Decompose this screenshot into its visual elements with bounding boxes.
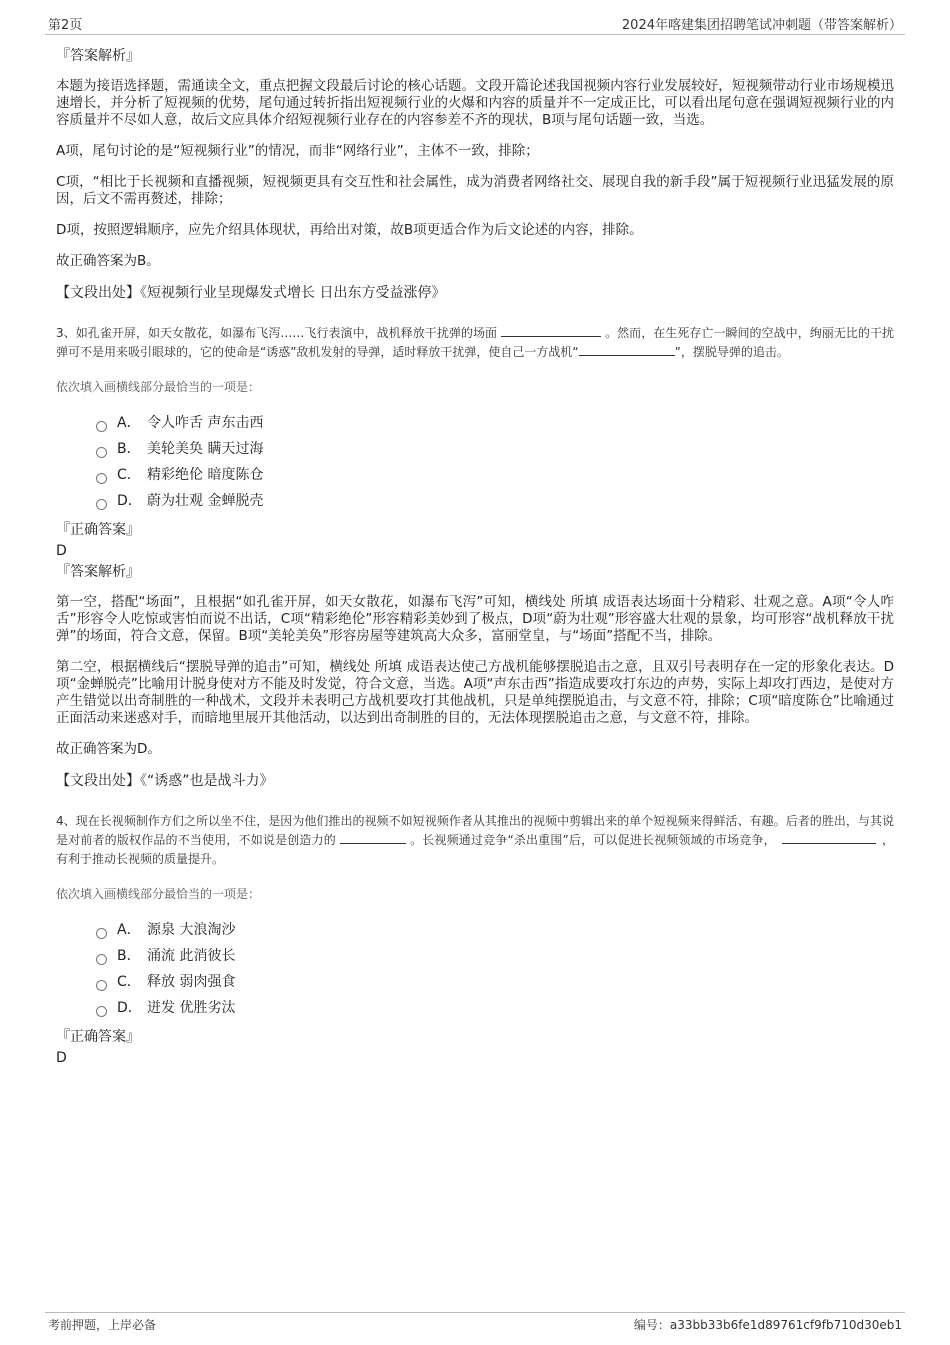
q3-option-a[interactable] [96, 410, 894, 436]
option-text: 令人咋舌 声东击西 [147, 415, 264, 431]
q3-source [56, 772, 894, 790]
document-title: 2024年喀建集团招聘笔试冲刺题（带答案解析） [621, 18, 902, 33]
option-letter: D． [117, 493, 142, 509]
radio-icon[interactable] [96, 980, 107, 991]
option-text: 蔚为壮观 金蝉脱壳 [147, 493, 264, 509]
q4-blank-1 [340, 831, 406, 844]
q3-blank-1 [501, 324, 601, 337]
q2-analysis-para: C项，“相比于长视频和直播视频，短视频更具有交互性和社会属性，成为消费者网络社交、展现自我的新手段”属于短视频行业迅猛发展的原因，后文不需再赘述，排除； [56, 174, 894, 207]
q4-option-a[interactable] [96, 917, 894, 943]
q3-text-part: 3、如孔雀开屏，如天女散花，如瀑布飞泻……飞行表演中，战机释放干扰弹的场面 [56, 326, 498, 340]
option-letter: B． [117, 948, 141, 964]
q3-prompt: 依次填入画横线部分最恰当的一项是： [56, 380, 261, 394]
q4-blank-2 [782, 831, 876, 844]
page-footer [45, 1312, 905, 1335]
page-content [56, 46, 894, 1067]
page-number: 第2页 [48, 18, 83, 33]
q3-options [96, 410, 894, 514]
q3-blank-2 [579, 343, 675, 356]
q3-answer-label: 『正确答案』 [56, 522, 140, 538]
radio-icon[interactable] [96, 447, 107, 458]
q3-option-d[interactable] [96, 488, 894, 514]
q2-conclusion: 故正确答案为B。 [56, 253, 160, 269]
option-letter: A． [117, 922, 141, 938]
document-id: 编号：a33bb33b6fe1d89761cf9fb710d30eb1 [633, 1318, 902, 1332]
source-text: 《短视频行业呈现爆发式增长 日出东方受益涨停》 [140, 285, 446, 301]
radio-icon[interactable] [96, 1006, 107, 1017]
q4-prompt: 依次填入画横线部分最恰当的一项是： [56, 887, 261, 901]
option-letter: C． [117, 974, 141, 990]
option-text: 迸发 优胜劣汰 [147, 1000, 236, 1016]
q2-source [56, 284, 894, 302]
option-letter: A． [117, 415, 141, 431]
source-text: 《“诱惑”也是战斗力》 [140, 773, 274, 789]
radio-icon[interactable] [96, 421, 107, 432]
q4-option-c[interactable] [96, 969, 894, 995]
source-label: 【文段出处】 [56, 285, 140, 301]
source-label: 【文段出处】 [56, 773, 140, 789]
q3-question-text [56, 324, 894, 362]
q4-text-part: ，有利于推动长视频的质量提升。 [56, 833, 894, 866]
q4-question-text [56, 812, 894, 869]
q4-option-d[interactable] [96, 995, 894, 1021]
q4-option-b[interactable] [96, 943, 894, 969]
footer-slogan: 考前押题，上岸必备 [48, 1318, 157, 1332]
q3-conclusion: 故正确答案为D。 [56, 741, 161, 757]
radio-icon[interactable] [96, 499, 107, 510]
q4-text-part: 。长视频通过竞争“杀出重围”后，可以促进长视频领域的市场竞争， [409, 833, 776, 847]
option-text: 源泉 大浪淘沙 [147, 922, 236, 938]
radio-icon[interactable] [96, 954, 107, 965]
q2-analysis-para: 本题为接语选择题，需通读全文，重点把握文段最后讨论的核心话题。文段开篇论述我国视频内容行业发展较好，短视频带动行业市场规模迅速增长，并分析了短视频的优势，尾句通过转折指出短视频行业的火爆和内容的质量并不一定成正比，可以看出尾句意在强调短视频行业的内容质量并不尽如人意，故后文应具体介绍短视频行业存在的内容参差不齐的现状，B项与尾句话题一致，当选。 [56, 78, 894, 128]
q2-analysis-para: D项，按照逻辑顺序，应先介绍具体现状，再给出对策，故B项更适合作为后文论述的内容，排除。 [56, 222, 643, 238]
option-text: 释放 弱肉强食 [147, 974, 236, 990]
q4-options [96, 917, 894, 1021]
q2-analysis-label: 『答案解析』 [56, 48, 140, 64]
radio-icon[interactable] [96, 473, 107, 484]
q3-text-part: 。然而，在生死存亡一瞬间的空战中，绚丽无比的干扰弹可不是用来吸引眼球的，它的使命是“诱惑”敌机发射的导弹，适时释放干扰弹，使自己一方战机“ [56, 326, 894, 359]
q3-option-c[interactable] [96, 462, 894, 488]
q3-text-part: ”，摆脱导弹的追击。 [674, 345, 789, 359]
q4-answer-label: 『正确答案』 [56, 1029, 140, 1045]
option-letter: C． [117, 467, 141, 483]
q3-analysis-label: 『答案解析』 [56, 564, 140, 580]
q3-analysis-para: 第二空，根据横线后“摆脱导弹的追击”可知，横线处 所填 成语表达使己方战机能够摆脱追击之意，且双引号表明存在一定的形象化表达。D项“金蝉脱壳”比喻用计脱身使对方不能及时发觉，符合文意，当选。A项“声东击西”指造成要攻打东边的声势，实际上却攻打西边，是使对方产生错觉以出奇制胜的一种战术，文段并未表明己方战机要攻打其他战机，只是单纯摆脱追击，与文意不符，排除；C项“暗度陈仓”比喻通过正面活动来迷惑对手，而暗地里展开其他活动，以达到出奇制胜的目的，无法体现摆脱追击之意，与文意不符，排除。 [56, 659, 894, 726]
q2-analysis-para: A项，尾句讨论的是“短视频行业”的情况，而非“网络行业”，主体不一致，排除； [56, 143, 539, 159]
q3-option-b[interactable] [96, 436, 894, 462]
option-text: 涌流 此消彼长 [147, 948, 236, 964]
q3-answer: D [56, 543, 67, 559]
radio-icon[interactable] [96, 928, 107, 939]
option-letter: D． [117, 1000, 142, 1016]
q4-answer: D [56, 1050, 67, 1066]
page-header [45, 14, 905, 35]
q3-analysis-para: 第一空，搭配“场面”，且根据“如孔雀开屏，如天女散花，如瀑布飞泻”可知，横线处 所填 成语表达场面十分精彩、壮观之意。A项“令人咋舌”形容令人吃惊或害怕而说不出话，C项“精彩绝伦”形容精彩美妙到了极点，D项“蔚为壮观”形容盛大壮观的景象，均可形容“战机释放干扰弹”的场面，符合文意，保留。B项“美轮美奂”形容房屋等建筑高大众多，富丽堂皇，与“场面”搭配不当，排除。 [56, 594, 894, 644]
option-letter: B． [117, 441, 141, 457]
option-text: 精彩绝伦 暗度陈仓 [147, 467, 264, 483]
option-text: 美轮美奂 瞒天过海 [147, 441, 264, 457]
q4-text-part: 4、现在长视频制作方们之所以坐不住，是因为他们推出的视频不如短视频作者从其推出的视频中剪辑出来的单个短视频来得鲜活、有趣。后者的胜出，与其说是对前者的版权作品的不当使用，不如说是创造力的 [56, 814, 894, 847]
